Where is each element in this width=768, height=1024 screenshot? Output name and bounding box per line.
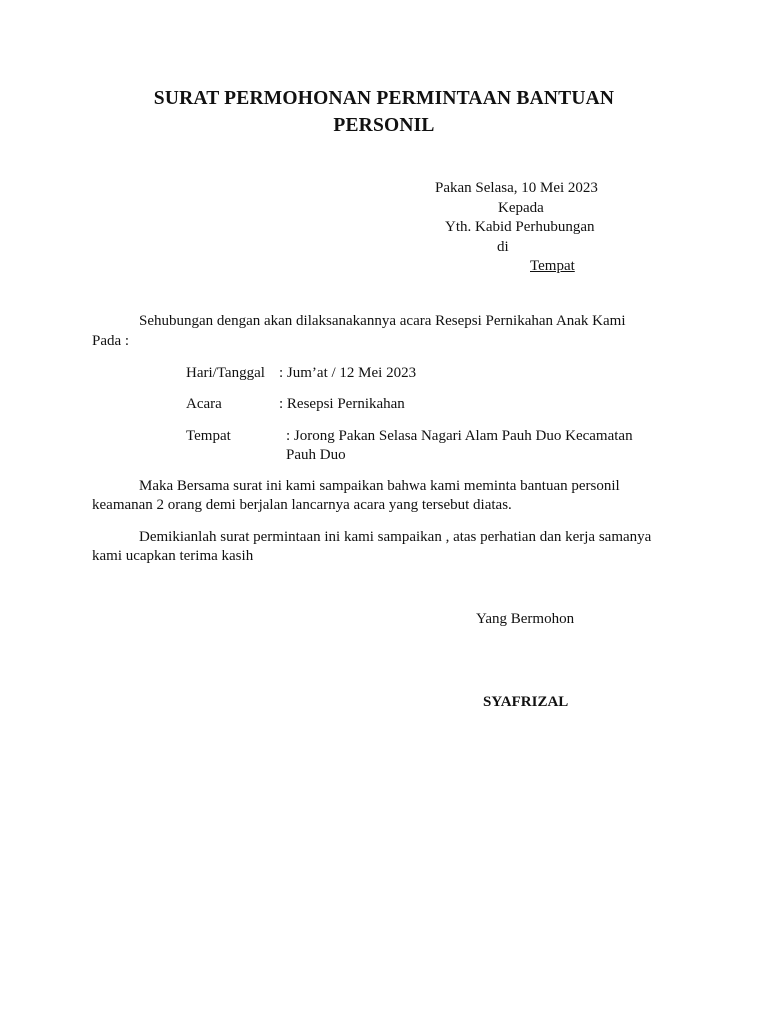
hari-tanggal-value: : Jum’at / 12 Mei 2023 (279, 365, 417, 381)
tempat-detail-value-line1: : Jorong Pakan Selasa Nagari Alam Pauh Duo Kecamatan (286, 428, 633, 444)
para2-line1: Maka Bersama surat ini kami sampaikan bahwa kami meminta bantuan personil (139, 478, 620, 494)
para3-line1: Demikianlah surat permintaan ini kami sampaikan , atas perhatian dan kerja samanya (139, 529, 652, 545)
acara-value: : Resepsi Pernikahan (279, 396, 405, 412)
place-date: Pakan Selasa, 10 Mei 2023 (435, 180, 598, 196)
para3-line2: kami ucapkan terima kasih (92, 548, 254, 564)
document-title-line1: SURAT PERMOHONAN PERMINTAAN BANTUAN (153, 88, 615, 109)
para2-line2: keamanan 2 orang demi berjalan lancarnya acara yang tersebut diatas. (92, 497, 512, 513)
document-title-line2: PERSONIL (333, 115, 435, 136)
signer-name: SYAFRIZAL (483, 694, 569, 710)
intro-line1: Sehubungan dengan akan dilaksanakannya acara Resepsi Pernikahan Anak Kami (139, 313, 626, 329)
recipient: Yth. Kabid Perhubungan (445, 219, 595, 235)
tempat-detail-label: Tempat (186, 428, 231, 444)
tempat-detail-value-line2: Pauh Duo (286, 447, 346, 463)
di-label: di (497, 239, 509, 255)
hari-tanggal-label: Hari/Tanggal (186, 365, 265, 381)
closing-label: Yang Bermohon (476, 611, 575, 627)
acara-label: Acara (186, 396, 222, 412)
intro-line2: Pada : (92, 333, 130, 349)
tempat-label: Tempat (530, 258, 575, 274)
kepada-label: Kepada (498, 200, 544, 216)
